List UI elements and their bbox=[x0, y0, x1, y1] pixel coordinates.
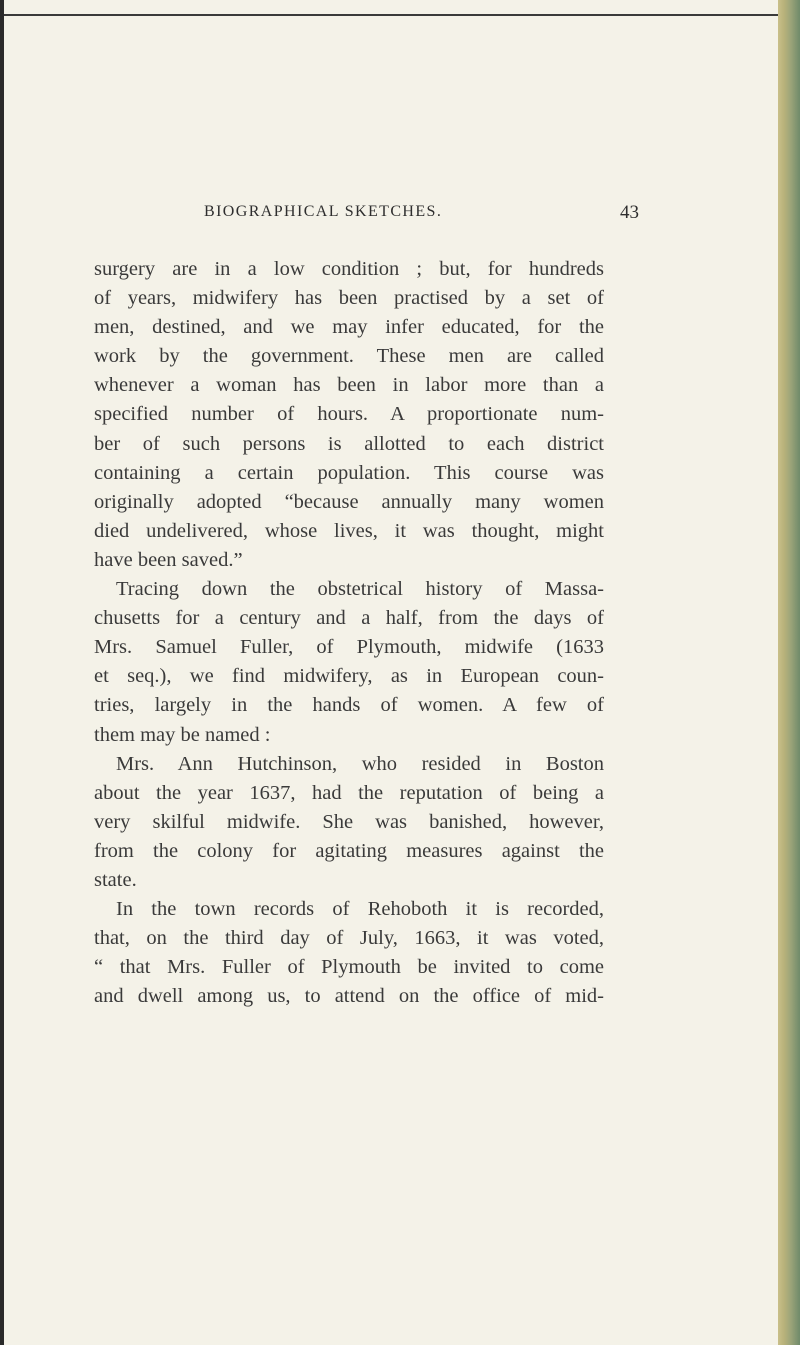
text-line: ber of such persons is allotted to each district bbox=[94, 432, 604, 455]
text-line: Tracing down the obstetrical history of Massa- bbox=[116, 578, 604, 601]
text-line: chusetts for a century and a half, from the days of bbox=[94, 607, 604, 630]
text-line: Mrs. Samuel Fuller, of Plymouth, midwife (1633 bbox=[94, 636, 604, 659]
body-text bbox=[94, 255, 604, 1011]
text-line: “ that Mrs. Fuller of Plymouth be invited to come bbox=[94, 956, 604, 979]
text-line: and dwell among us, to attend on the office of mid- bbox=[94, 985, 604, 1008]
text-line: have been saved.” bbox=[94, 548, 243, 571]
text-line: state. bbox=[94, 868, 137, 891]
text-line: men, destined, and we may infer educated, for the bbox=[94, 316, 604, 339]
page-header bbox=[204, 203, 639, 231]
text-line: died undelivered, whose lives, it was thought, might bbox=[94, 519, 604, 542]
text-line: them may be named : bbox=[94, 723, 271, 746]
text-line: surgery are in a low condition ; but, for hundreds bbox=[94, 258, 604, 280]
page-number: 43 bbox=[620, 202, 639, 223]
text-line: that, on the third day of July, 1663, it was voted, bbox=[94, 927, 604, 950]
text-line: whenever a woman has been in labor more than a bbox=[94, 374, 604, 397]
text-line: et seq.), we find midwifery, as in European coun- bbox=[94, 665, 604, 688]
top-rule bbox=[4, 14, 782, 16]
text-line: work by the government. These men are called bbox=[94, 345, 604, 368]
text-line: In the town records of Rehoboth it is recorded, bbox=[116, 898, 604, 921]
text-line: about the year 1637, had the reputation of being a bbox=[94, 781, 604, 804]
text-line: tries, largely in the hands of women. A few of bbox=[94, 694, 604, 717]
text-line: containing a certain population. This course was bbox=[94, 461, 604, 484]
text-line: specified number of hours. A proportionate num- bbox=[94, 403, 604, 426]
text-line: originally adopted “because annually many women bbox=[94, 490, 604, 513]
text-line: very skilful midwife. She was banished, however, bbox=[94, 810, 604, 833]
text-line: Mrs. Ann Hutchinson, who resided in Boston bbox=[116, 752, 604, 775]
text-line: of years, midwifery has been practised by a set of bbox=[94, 287, 604, 310]
page-edge bbox=[778, 0, 800, 1345]
text-line: from the colony for agitating measures against the bbox=[94, 839, 604, 862]
running-head: BIOGRAPHICAL SKETCHES. bbox=[204, 203, 443, 220]
